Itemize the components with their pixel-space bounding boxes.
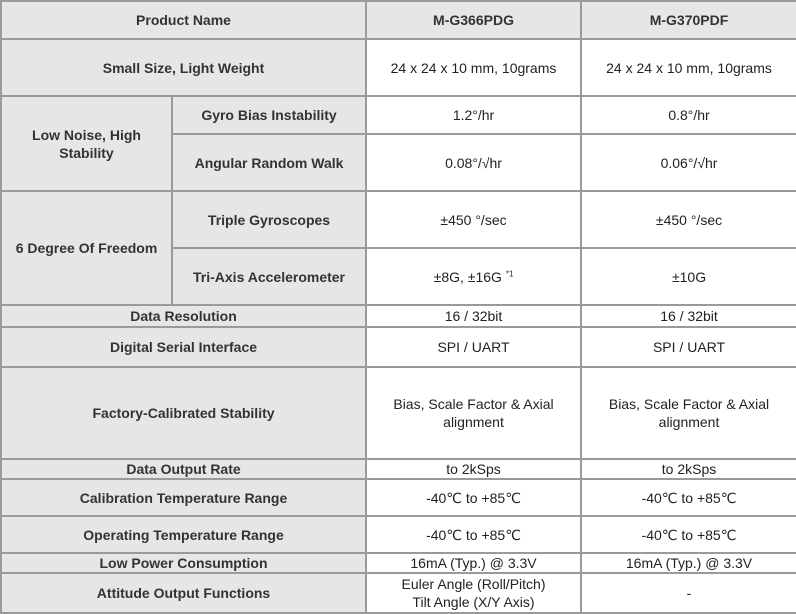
group-label-low-noise: Low Noise, High Stability: [1, 96, 172, 191]
header-row: [1, 1, 796, 39]
row-label-power: Low Power Consumption: [1, 553, 366, 573]
table-row: [1, 479, 796, 516]
row-label-arw: Angular Random Walk: [172, 134, 366, 191]
cell-calibrated-b: Bias, Scale Factor & Axial alignment: [581, 367, 796, 459]
attitude-a-line-1: Euler Angle (Roll/Pitch): [401, 576, 546, 592]
header-model-a: M-G366PDG: [366, 1, 581, 39]
table-row: [1, 305, 796, 327]
cell-gyro-bias-b: 0.8°/hr: [581, 96, 796, 134]
cell-interface-b: SPI / UART: [581, 327, 796, 367]
table-row: [1, 191, 796, 248]
table-row: [1, 39, 796, 96]
header-product-name: Product Name: [1, 1, 366, 39]
cell-cal-temp-b: -40℃ to +85℃: [581, 479, 796, 516]
row-label-calibrated: Factory-Calibrated Stability: [1, 367, 366, 459]
table-row: [1, 367, 796, 459]
cell-interface-a: SPI / UART: [366, 327, 581, 367]
cell-output-rate-b: to 2kSps: [581, 459, 796, 479]
table-row: [1, 96, 796, 134]
cell-cal-temp-a: -40℃ to +85℃: [366, 479, 581, 516]
cell-output-rate-a: to 2kSps: [366, 459, 581, 479]
row-label-attitude: Attitude Output Functions: [1, 573, 366, 613]
cell-op-temp-a: -40℃ to +85℃: [366, 516, 581, 553]
row-label-gyro-bias: Gyro Bias Instability: [172, 96, 366, 134]
cell-gyros-a: ±450 °/sec: [366, 191, 581, 248]
row-label-interface: Digital Serial Interface: [1, 327, 366, 367]
cell-power-a: 16mA (Typ.) @ 3.3V: [366, 553, 581, 573]
cell-attitude-a: [366, 573, 581, 613]
cell-arw-b: 0.06°/√hr: [581, 134, 796, 191]
cell-size-b: 24 x 24 x 10 mm, 10grams: [581, 39, 796, 96]
row-label-output-rate: Data Output Rate: [1, 459, 366, 479]
cell-power-b: 16mA (Typ.) @ 3.3V: [581, 553, 796, 573]
footnote-marker: *1: [505, 268, 514, 278]
cell-arw-a: 0.08°/√hr: [366, 134, 581, 191]
row-label-size: Small Size, Light Weight: [1, 39, 366, 96]
group-label-dof: 6 Degree Of Freedom: [1, 191, 172, 305]
cell-accel-b: ±10G: [581, 248, 796, 305]
table-row: [1, 573, 796, 613]
table-row: [1, 516, 796, 553]
cell-gyro-bias-a: 1.2°/hr: [366, 96, 581, 134]
row-label-op-temp: Operating Temperature Range: [1, 516, 366, 553]
row-label-accel: Tri-Axis Accelerometer: [172, 248, 366, 305]
row-label-cal-temp: Calibration Temperature Range: [1, 479, 366, 516]
accel-a-value: ±8G, ±16G: [433, 268, 502, 285]
table-row: [1, 553, 796, 573]
attitude-a-line-2: Tilt Angle (X/Y Axis): [412, 594, 535, 610]
row-label-gyros: Triple Gyroscopes: [172, 191, 366, 248]
table-row: [1, 327, 796, 367]
cell-resolution-b: 16 / 32bit: [581, 305, 796, 327]
row-label-resolution: Data Resolution: [1, 305, 366, 327]
cell-accel-a: [366, 248, 581, 305]
cell-gyros-b: ±450 °/sec: [581, 191, 796, 248]
cell-attitude-b: -: [581, 573, 796, 613]
cell-calibrated-a: Bias, Scale Factor & Axial alignment: [366, 367, 581, 459]
cell-resolution-a: 16 / 32bit: [366, 305, 581, 327]
cell-op-temp-b: -40℃ to +85℃: [581, 516, 796, 553]
table-row: [1, 459, 796, 479]
cell-size-a: 24 x 24 x 10 mm, 10grams: [366, 39, 581, 96]
header-model-b: M-G370PDF: [581, 1, 796, 39]
